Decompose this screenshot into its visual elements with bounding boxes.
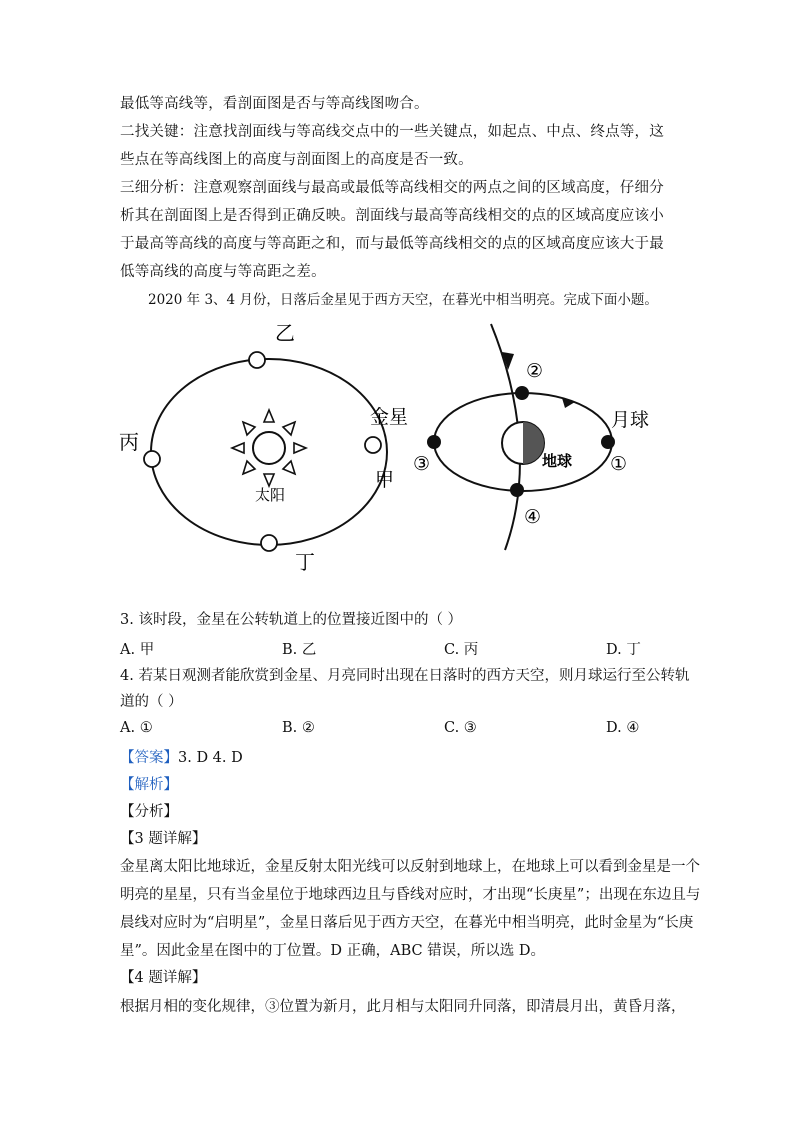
paragraph-2: 二找关键：注意找剖面线与等高线交点中的一些关键点，如起点、中点、终点等，这些点在等高线图上的高度与剖面图上的高度是否一致。 — [120, 124, 664, 168]
q3-detail-line1: 金星离太阳比地球近，金星反射太阳光线可以反射到地球上，在地球上可以看到金星是一个 — [120, 859, 700, 875]
label-moon: 月球 — [611, 409, 650, 431]
question-intro: 2020 年 3、4 月份，日落后金星见于西方天空，在暮光中相当明亮。完成下面小题。 — [148, 292, 658, 308]
fenxi-tag: 【分析】 — [120, 804, 178, 820]
label-jia: 甲 — [375, 469, 395, 491]
q3-option-b: B. 乙 — [282, 642, 317, 658]
q4-detail-tag: 【4 题详解】 — [120, 970, 207, 986]
label-p4: ④ — [524, 506, 542, 528]
sun-label: 太阳 — [255, 486, 286, 504]
q4-stem-line1: 4. 若某日观测者能欣赏到金星、月亮同时出现在日落时的西方天空，则月球运行至公转轨 — [120, 668, 690, 684]
position-bing — [144, 451, 160, 467]
q3-option-d: D. 丁 — [606, 642, 641, 658]
q4-option-b: B. ② — [282, 720, 315, 736]
moon-position-4 — [510, 483, 524, 497]
label-yi: 乙 — [275, 321, 295, 345]
moon-position-2 — [515, 386, 529, 400]
label-bing: 丙 — [119, 430, 139, 454]
q3-option-a: A. 甲 — [120, 642, 155, 658]
answer-tag: 【答案】 — [120, 750, 178, 766]
moon-position-3 — [427, 435, 441, 449]
q3-detail-line3: 晨线对应时为“启明星”，金星日落后见于西方天空，在暮光中相当明亮，此时金星为“长庚 — [120, 915, 694, 931]
q4-option-c: C. ③ — [444, 720, 477, 736]
answer-line — [120, 748, 243, 768]
q3-stem: 3. 该时段，金星在公转轨道上的位置接近图中的（ ） — [120, 612, 463, 628]
q4-option-d: D. ④ — [606, 720, 640, 736]
q3-detail-line4: 星”。因此金星在图中的丁位置。D 正确，ABC 错误，所以选 D。 — [120, 943, 545, 959]
paragraph-1: 最低等高线等，看剖面图是否与等高线图吻合。 — [120, 96, 429, 112]
sun-icon — [232, 410, 306, 486]
q4-option-a: A. ① — [120, 720, 153, 736]
label-p1: ① — [610, 453, 628, 475]
label-ding: 丁 — [295, 550, 315, 574]
q3-detail-tag: 【3 题详解】 — [120, 831, 207, 847]
moon-position-1 — [601, 435, 615, 449]
analysis-tag: 【解析】 — [120, 777, 178, 793]
position-yi — [249, 352, 265, 368]
paragraph-3: 三细分析：注意观察剖面线与最高或最低等高线相交的两点之间的区域高度，仔细分析其在剖面图上是否得到正确反映。剖面线与最高等高线相交的点的区域高度应该小于最高等高线的高度与等高距之和，而与最低等高线相交的点的区域高度应该大于最低等高线的高度与等高距之差。 — [120, 180, 664, 280]
moon-orbit-figure — [405, 318, 665, 553]
label-p2: ② — [526, 360, 544, 382]
q4-detail-line1: 根据月相的变化规律，③位置为新月，此月相与太阳同升同落，即清晨月出，黄昏月落， — [120, 999, 686, 1015]
answer-text: 3. D 4. D — [178, 750, 243, 766]
q4-stem-line2: 道的（ ） — [120, 694, 183, 710]
earth-icon — [502, 422, 544, 464]
position-ding — [261, 535, 277, 551]
position-jia — [365, 437, 381, 453]
q3-detail-line2: 明亮的星星，只有当金星位于地球西边且与昏线对应时，才出现“长庚星”；出现在东边且与 — [120, 887, 701, 903]
label-jinxing: 金星 — [370, 406, 409, 428]
venus-orbit-figure — [112, 318, 412, 588]
earth-label: 地球 — [542, 452, 573, 470]
q3-option-c: C. 丙 — [444, 642, 479, 658]
label-p3: ③ — [413, 453, 431, 475]
